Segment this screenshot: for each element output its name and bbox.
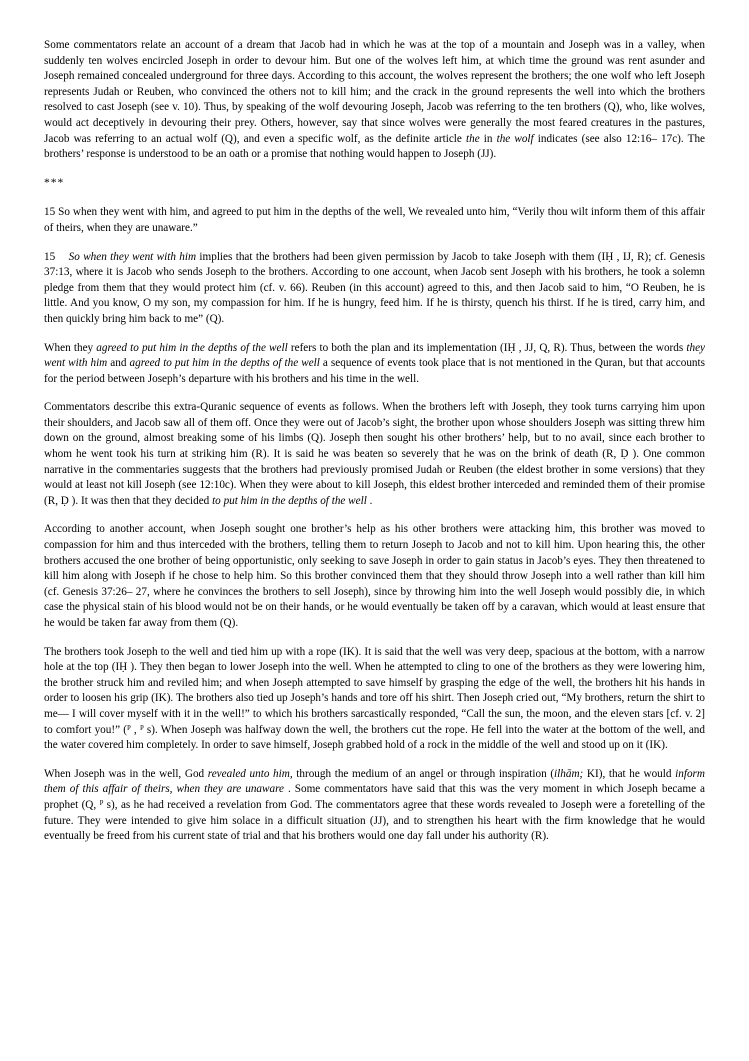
section-divider: *** xyxy=(44,176,65,189)
paragraph-verse-15-commentary: 15 So when they went with him implies that the brothers had been given permission by Jacob to take Joseph with them (IḤ , IJ, R); cf. Genesis 37:13, where it is Jacob who sends Joseph to the brothers. According to one account, when Jacob sent Joseph with his brothers, he took a solemn pledge from them that they would protect him (cf. v. 66). Reuben (in this account) agreed to this, and then Jacob said to him, “O Reuben, he is little. And you know, O my son, my compassion for him. If he is hungry, feed him. If he is thirsty, quench his thirst. If he is tired, carry him, and then quickly bring him back to me” (Q). xyxy=(44,250,706,325)
paragraph-dream-commentary: Some commentators relate an account of a dream that Jacob had in which he was at the top of a mountain and Joseph was in a valley, when suddenly ten wolves encircled Joseph in order to devour him. But one of the wolves left him, at which time the ground was rent asunder and Joseph remained concealed underground for three days. According to this account, the wolves represent the brothers; the one wolf who left Joseph represents Judah or Reuben, who convinced the others not to kill him; and the crack in the ground represents the well into which the brothers resolved to cast Joseph (see v. 10). Thus, by speaking of the wolf devouring Joseph, Jacob was referring to the ten brothers (Q), who, like wolves, would act deceptively in devouring their prey. Others, however, say that since wolves were generally the most feared creatures in the pastures, Jacob was referring to an actual wolf (Q), and even a specific wolf, as the definite article the in the wolf indicates (see also 12:16– 17c). The brothers’ response is understood to be an oath or a promise that nothing would happen to Joseph (JJ). xyxy=(44,39,705,161)
paragraph-god-revealed: When Joseph was in the well, God revealed unto him, through the medium of an angel or through inspiration (ilhām; KI), that he would inform them of this affair of theirs, when they are unaware . Some commentators have said that this was the very moment in which Joseph became a prophet (Q, ᴾ s), as he had received a revelation from God. The commentators agree that these words revealed to Joseph were a foretelling of the future. They were intended to give him solace in a difficult situation (JJ), and to strengthen his heart with the firm knowledge that he would eventually be freed from his current state of trial and that his brothers would one day fall under his authority (R). xyxy=(44,767,706,843)
paragraph-depths-of-well: When they agreed to put him in the depths of the well refers to both the plan and its implementation (IḤ , JJ, Q, R). Thus, between the words they went with him and agreed to put him in the depths of the well a sequence of events took place that is not mentioned in the Quran, but that accounts for the period between Joseph’s departure with his brothers and his time in the well. xyxy=(44,341,706,385)
paragraph-brothers-took-joseph: The brothers took Joseph to the well and tied him up with a rope (IK). It is said that the well was very deep, spacious at the bottom, with a narrow hole at the top (IḤ ). They then began to lower Joseph into the well. When he attempted to cling to one of the brothers as they were lowering him, the brother struck him and reviled him; and when Joseph attempted to save himself by grasping the edge of the well, the brothers hit his hands in order to loosen his grip (IK). The brothers also tied up Joseph’s hands and tore off his shirt. Then Joseph cried out, “My brothers, return the shirt to me— I will cover myself with it in the well!” to which his brothers sarcastically responded, “Call the sun, the moon, and the eleven stars [cf. v. 2] to comfort you!” (ᴾ , ᴾ s). When Joseph was halfway down the well, the brothers cut the rope. He fell into the water at the bottom of the well, and the water covered him completely. In order to save himself, Joseph grabbed hold of a rock in the middle of the well and stood up on it (IK). xyxy=(44,645,705,752)
paragraph-extra-quranic-sequence: Commentators describe this extra-Quranic sequence of events as follows. When the brothers left with Joseph, they took turns carrying him upon their shoulders, and Jacob saw all of them off. Once they were out of Jacob’s sight, the brother upon whose shoulders Joseph was sitting threw him down on the ground, almost breaking some of his limbs (Q). Joseph then sought his other brothers’ help, but to no avail, since each brother to whom he went took his turn at striking him (R). It is said he was beaten so severely that he was on the brink of death (R, Ḍ ). One common narrative in the commentaries suggests that the brothers had previously promised Judah or Reuben (the eldest brother in some versions) that they would at least not kill Joseph (see 12:10c). When they were about to kill Joseph, this eldest brother interceded and reminded them of their promise (R, Ḍ ). It was then that they decided to put him in the depths of the well . xyxy=(44,401,705,507)
verse-15-text: 15 So when they went with him, and agreed to put him in the depths of the well, We revealed unto him, “Verily thou wilt inform them of this affair of theirs, when they are unaware.” xyxy=(44,206,705,234)
paragraph-another-account: According to another account, when Joseph sought one brother’s help as his other brothers were attacking him, this brother was moved to compassion for him and thus interceded with the brothers, telling them to return Joseph to Jacob and not to kill him. Upon hearing this, the other brothers accused the one brother of being opportunistic, only seeking to save Joseph in order to gain status in Jacob’s eyes. They then threatened to kill him along with Joseph if he chose to help him. So this brother convinced them that they should throw Joseph into a well rather than kill him (cf. Genesis 37:26– 27, where he convinces the brothers to sell Joseph), since by throwing him into the well Joseph would possibly die, in which case the physical stain of his blood would not be on their hands, or he would eventually be taken off by a caravan, which would at least ensure that he would be taken far away from them (Q). xyxy=(44,523,705,629)
